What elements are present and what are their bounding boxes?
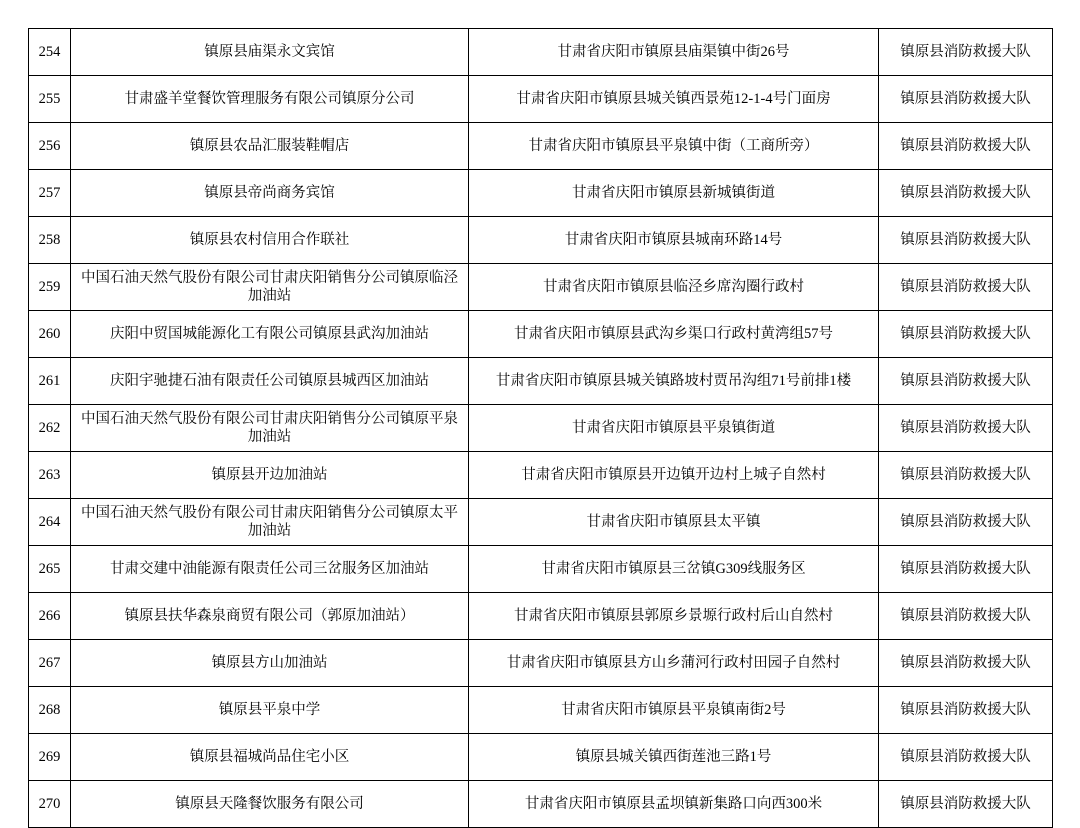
registry-table bbox=[28, 28, 1053, 828]
row-unit: 镇原县消防救援大队 bbox=[879, 734, 1053, 781]
row-unit: 镇原县消防救援大队 bbox=[879, 358, 1053, 405]
row-name: 庆阳中贸国城能源化工有限公司镇原县武沟加油站 bbox=[71, 311, 469, 358]
row-name: 镇原县庙渠永文宾馆 bbox=[71, 29, 469, 76]
row-address: 甘肃省庆阳市镇原县孟坝镇新集路口向西300米 bbox=[469, 781, 879, 828]
row-address: 甘肃省庆阳市镇原县方山乡蒲河行政村田园子自然村 bbox=[469, 640, 879, 687]
row-name: 镇原县农村信用合作联社 bbox=[71, 217, 469, 264]
row-address: 甘肃省庆阳市镇原县平泉镇中街（工商所旁） bbox=[469, 123, 879, 170]
row-index: 259 bbox=[29, 264, 71, 311]
table-body bbox=[29, 29, 1053, 828]
row-unit: 镇原县消防救援大队 bbox=[879, 405, 1053, 452]
row-address: 甘肃省庆阳市镇原县城南环路14号 bbox=[469, 217, 879, 264]
row-address: 甘肃省庆阳市镇原县庙渠镇中街26号 bbox=[469, 29, 879, 76]
row-index: 263 bbox=[29, 452, 71, 499]
row-name: 镇原县方山加油站 bbox=[71, 640, 469, 687]
row-unit: 镇原县消防救援大队 bbox=[879, 687, 1053, 734]
row-address: 甘肃省庆阳市镇原县平泉镇南街2号 bbox=[469, 687, 879, 734]
row-address: 甘肃省庆阳市镇原县新城镇街道 bbox=[469, 170, 879, 217]
row-name: 中国石油天然气股份有限公司甘肃庆阳销售分公司镇原临泾加油站 bbox=[71, 264, 469, 311]
row-index: 268 bbox=[29, 687, 71, 734]
row-unit: 镇原县消防救援大队 bbox=[879, 29, 1053, 76]
row-index: 257 bbox=[29, 170, 71, 217]
row-address: 镇原县城关镇西街莲池三路1号 bbox=[469, 734, 879, 781]
row-unit: 镇原县消防救援大队 bbox=[879, 170, 1053, 217]
row-name: 镇原县福城尚品住宅小区 bbox=[71, 734, 469, 781]
row-name: 庆阳宇驰捷石油有限责任公司镇原县城西区加油站 bbox=[71, 358, 469, 405]
row-unit: 镇原县消防救援大队 bbox=[879, 546, 1053, 593]
row-unit: 镇原县消防救援大队 bbox=[879, 123, 1053, 170]
row-unit: 镇原县消防救援大队 bbox=[879, 452, 1053, 499]
row-unit: 镇原县消防救援大队 bbox=[879, 640, 1053, 687]
row-address: 甘肃省庆阳市镇原县临泾乡席沟圈行政村 bbox=[469, 264, 879, 311]
table-row bbox=[29, 452, 1053, 499]
table-row bbox=[29, 264, 1053, 311]
row-address: 甘肃省庆阳市镇原县武沟乡渠口行政村黄湾组57号 bbox=[469, 311, 879, 358]
row-unit: 镇原县消防救援大队 bbox=[879, 76, 1053, 123]
row-index: 260 bbox=[29, 311, 71, 358]
row-index: 254 bbox=[29, 29, 71, 76]
table-row bbox=[29, 734, 1053, 781]
row-name: 镇原县扶华森泉商贸有限公司（郭原加油站） bbox=[71, 593, 469, 640]
row-index: 264 bbox=[29, 499, 71, 546]
row-index: 256 bbox=[29, 123, 71, 170]
row-unit: 镇原县消防救援大队 bbox=[879, 593, 1053, 640]
row-address: 甘肃省庆阳市镇原县城关镇路坡村贾吊沟组71号前排1楼 bbox=[469, 358, 879, 405]
table-row bbox=[29, 170, 1053, 217]
row-unit: 镇原县消防救援大队 bbox=[879, 217, 1053, 264]
row-address: 甘肃省庆阳市镇原县开边镇开边村上城子自然村 bbox=[469, 452, 879, 499]
table-row bbox=[29, 546, 1053, 593]
table-row bbox=[29, 640, 1053, 687]
row-name: 中国石油天然气股份有限公司甘肃庆阳销售分公司镇原平泉加油站 bbox=[71, 405, 469, 452]
row-unit: 镇原县消防救援大队 bbox=[879, 264, 1053, 311]
row-index: 262 bbox=[29, 405, 71, 452]
row-name: 镇原县帝尚商务宾馆 bbox=[71, 170, 469, 217]
table-row bbox=[29, 405, 1053, 452]
row-address: 甘肃省庆阳市镇原县城关镇西景苑12-1-4号门面房 bbox=[469, 76, 879, 123]
row-name: 中国石油天然气股份有限公司甘肃庆阳销售分公司镇原太平加油站 bbox=[71, 499, 469, 546]
row-name: 镇原县开边加油站 bbox=[71, 452, 469, 499]
row-index: 266 bbox=[29, 593, 71, 640]
row-index: 258 bbox=[29, 217, 71, 264]
row-name: 镇原县农品汇服装鞋帽店 bbox=[71, 123, 469, 170]
table-row bbox=[29, 499, 1053, 546]
row-name: 甘肃盛羊堂餐饮管理服务有限公司镇原分公司 bbox=[71, 76, 469, 123]
row-index: 261 bbox=[29, 358, 71, 405]
row-index: 255 bbox=[29, 76, 71, 123]
table-row bbox=[29, 123, 1053, 170]
row-index: 269 bbox=[29, 734, 71, 781]
table-row bbox=[29, 311, 1053, 358]
row-address: 甘肃省庆阳市镇原县平泉镇街道 bbox=[469, 405, 879, 452]
row-name: 镇原县平泉中学 bbox=[71, 687, 469, 734]
row-name: 甘肃交建中油能源有限责任公司三岔服务区加油站 bbox=[71, 546, 469, 593]
table-row bbox=[29, 217, 1053, 264]
table-row bbox=[29, 593, 1053, 640]
row-index: 270 bbox=[29, 781, 71, 828]
row-address: 甘肃省庆阳市镇原县三岔镇G309线服务区 bbox=[469, 546, 879, 593]
table-row bbox=[29, 76, 1053, 123]
table-row bbox=[29, 781, 1053, 828]
row-name: 镇原县天隆餐饮服务有限公司 bbox=[71, 781, 469, 828]
row-unit: 镇原县消防救援大队 bbox=[879, 499, 1053, 546]
row-address: 甘肃省庆阳市镇原县太平镇 bbox=[469, 499, 879, 546]
row-unit: 镇原县消防救援大队 bbox=[879, 781, 1053, 828]
table-row bbox=[29, 687, 1053, 734]
table-row bbox=[29, 29, 1053, 76]
row-index: 265 bbox=[29, 546, 71, 593]
row-index: 267 bbox=[29, 640, 71, 687]
row-unit: 镇原县消防救援大队 bbox=[879, 311, 1053, 358]
row-address: 甘肃省庆阳市镇原县郭原乡景塬行政村后山自然村 bbox=[469, 593, 879, 640]
table-row bbox=[29, 358, 1053, 405]
